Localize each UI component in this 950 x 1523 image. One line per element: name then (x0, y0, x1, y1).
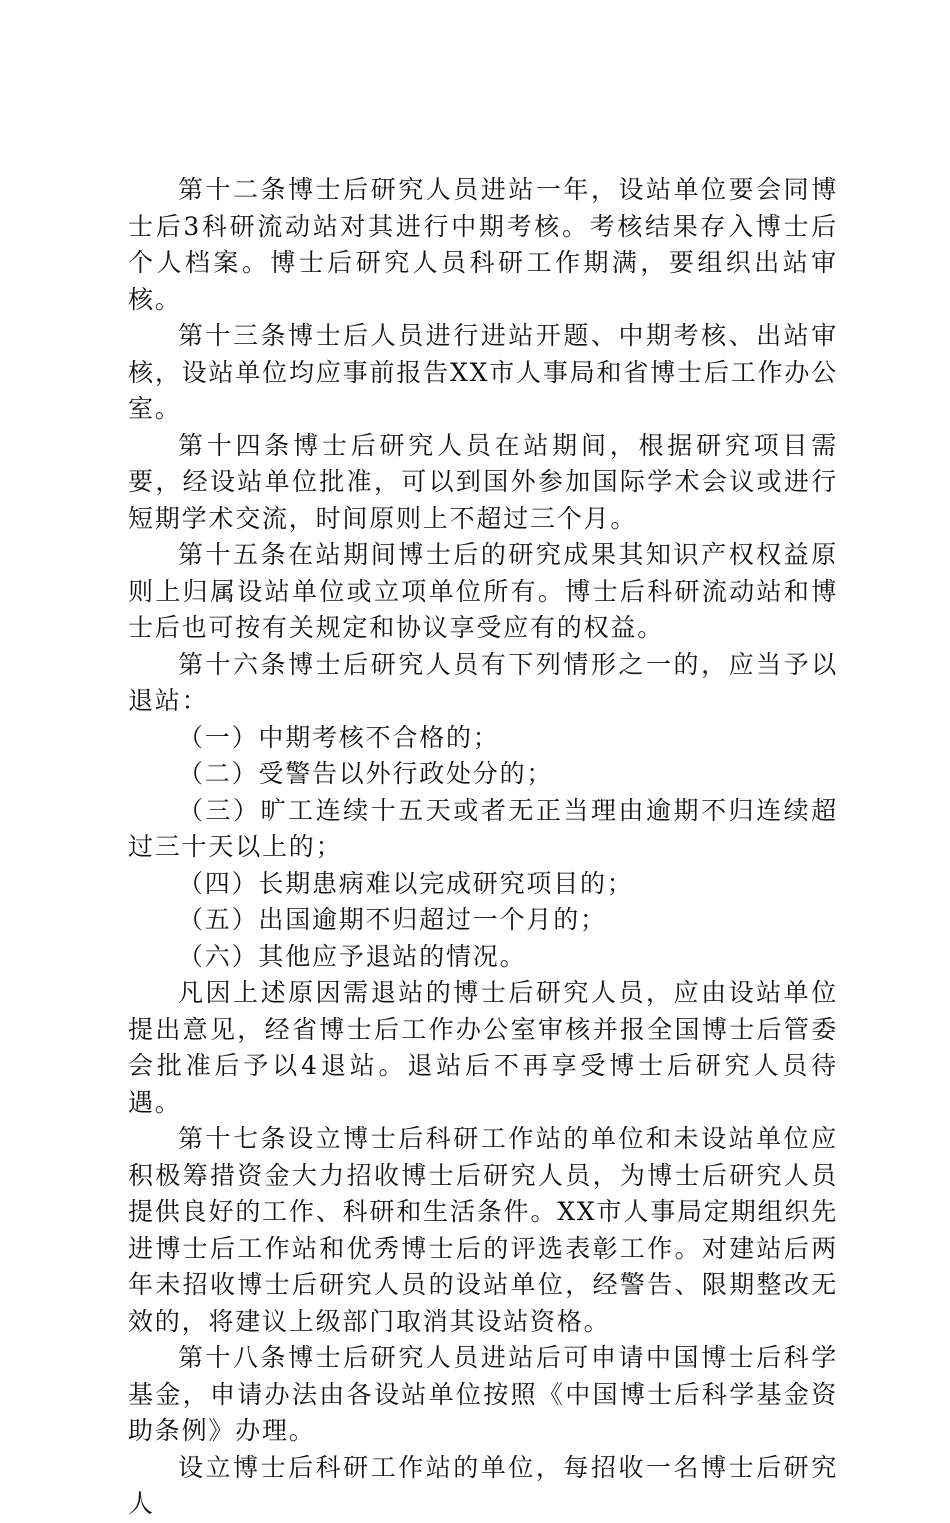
list-item-5: （五）出国逾期不归超过一个月的； (178, 905, 607, 934)
article-15-paragraph: 第十五条在站期间博士后的研究成果其知识产权权益原则上归属设站单位或立项单位所有。博士后科研流动站和博士后也可按有关规定和协议享受应有的权益。 (128, 540, 838, 642)
article-18-paragraph: 第十八条博士后研究人员进站后可申请中国博士后科学基金，申请办法由各设站单位按照《中国博士后科学基金资助条例》办理。 (128, 1343, 838, 1445)
list-item-3: （三）旷工连续十五天或者无正当理由逾期不归连续超过三十天以上的； (128, 795, 838, 861)
withdrawal-paragraph: 凡因上述原因需退站的博士后研究人员，应由设站单位提出意见，经省博士后工作办公室审核并报全国博士后管委会批准后予以4退站。退站后不再享受博士后研究人员待遇。 (128, 978, 838, 1117)
workstation-paragraph: 设立博士后科研工作站的单位，每招收一名博士后研究人 (128, 1452, 838, 1518)
document-body (128, 172, 838, 1523)
article-17-paragraph: 第十七条设立博士后科研工作站的单位和未设站单位应积极筹措资金大力招收博士后研究人员，为博士后研究人员提供良好的工作、科研和生活条件。XX市人事局定期组织先进博士后工作站和优秀博士后的评选表彰工作。对建站后两年未招收博士后研究人员的设站单位，经警告、限期整改无效的，将建议上级部门取消其设站资格。 (128, 1124, 838, 1336)
list-item-4: （四）长期患病难以完成研究项目的； (178, 868, 634, 898)
list-item-1: （一）中期考核不合格的； (178, 722, 500, 752)
article-16-paragraph: 第十六条博士后研究人员有下列情形之一的，应当予以退站： (128, 649, 838, 715)
list-item-6: （六）其他应予退站的情况。 (178, 941, 527, 971)
article-13-paragraph: 第十三条博士后人员进行进站开题、中期考核、出站审核，设站单位均应事前报告XX市人事局和省博士后工作办公室。 (128, 321, 838, 423)
list-item-2: （二）受警告以外行政处分的； (178, 759, 554, 788)
article-14-paragraph: 第十四条博士后研究人员在站期间，根据研究项目需要，经设站单位批准，可以到国外参加国际学术会议或进行短期学术交流，时间原则上不超过三个月。 (128, 430, 838, 533)
article-12-paragraph: 第十二条博士后研究人员进站一年，设站单位要会同博士后3科研流动站对其进行中期考核。考核结果存入博士后个人档案。博士后研究人员科研工作期满，要组织出站审核。 (128, 175, 838, 314)
